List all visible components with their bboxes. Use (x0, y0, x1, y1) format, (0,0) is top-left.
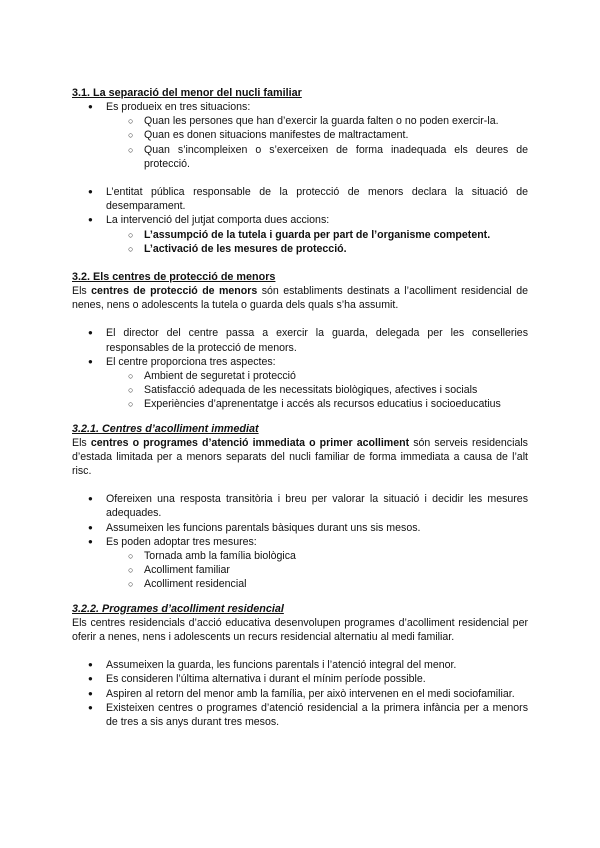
list-item: ● Assumeixen la guarda, les funcions parentals i l’atenció integral del menor. (72, 658, 528, 672)
sub-list (106, 549, 528, 592)
sub-list-item: ○ Acolliment familiar (72, 563, 528, 577)
intro-text: Els (72, 285, 92, 298)
list-item (72, 100, 528, 171)
list-item-text: La intervenció del jutjat comporta dues accions: (106, 214, 330, 227)
section-3-2-intro (72, 284, 528, 312)
sub-list-item: ○ Ambient de seguretat i protecció (72, 369, 528, 383)
list-item (72, 355, 528, 412)
sub-list (106, 114, 528, 171)
sub-list-item: ○ L’assumpció de la tutela i guarda per part de l’organisme competent. (72, 228, 528, 242)
section-3-2-2-list (72, 658, 528, 729)
list-item (72, 535, 528, 592)
section-3-2-1-heading: 3.2.1. Centres d’acolliment immediat (72, 422, 259, 435)
list-item: ● Assumeixen les funcions parentals bàsiques durant uns sis mesos. (72, 521, 528, 535)
list-item-text: El centre proporciona tres aspectes: (106, 355, 276, 368)
list-item: ● Ofereixen una resposta transitòria i breu per valorar la situació i decidir les mesures adequades. (72, 492, 528, 520)
section-3-1-list (72, 100, 528, 171)
sub-list-item: ○ Quan s’incompleixen o s’exerceixen de forma inadequada els deures de protecció. (72, 143, 528, 171)
section-3-1-heading: 3.1. La separació del menor del nucli familiar (72, 87, 302, 99)
sub-list-item: ○ Satisfacció adequada de les necessitats biològiques, afectives i socials (72, 383, 528, 397)
sub-list (106, 228, 528, 256)
sub-list-item: ○ Quan es donen situacions manifestes de maltractament. (72, 128, 528, 142)
sub-list-item: ○ Acolliment residencial (72, 577, 528, 591)
section-3-2-1-list (72, 492, 528, 591)
sub-list-item: ○ L’activació de les mesures de protecció. (72, 242, 528, 256)
list-item: ● Existeixen centres o programes d’atenció residencial a la primera infància per a menors de tres a sis anys durant tres mesos. (72, 701, 528, 729)
section-3-2-2-intro: Els centres residencials d’acció educativa desenvolupen programes d’acolliment residencial per oferir a nenes, nens i adolescents un recurs residencial alternatiu al medi familiar. (72, 616, 528, 643)
section-3-2-1-intro (72, 436, 528, 479)
section-3-2-list (72, 326, 528, 411)
intro-text: són establiments destinats a l’acolliment residencial de nenes, nens o adolescents la tutela o guarda dels quals s’ha assumit. (72, 285, 528, 312)
list-item: ● Aspiren al retorn del menor amb la família, per això intervenen en el medi sociofamiliar. (72, 687, 528, 701)
list-item: ● El director del centre passa a exercir la guarda, delegada per les conselleries responsables de la protecció de menors. (72, 326, 528, 354)
list-item: ● L’entitat pública responsable de la protecció de menors declara la situació de desemparament. (72, 185, 528, 213)
intro-bold-term: centres de protecció de menors (91, 285, 258, 298)
list-item: ● Es consideren l’última alternativa i durant el mínim període possible. (72, 672, 528, 686)
intro-bold-term: centres o programes d’atenció immediata o primer acolliment (90, 436, 410, 449)
section-3-2-2-heading: 3.2.2. Programes d’acolliment residencial (72, 602, 284, 615)
sub-list-item: ○ Experiències d’aprenentatge i accés als recursos educatius i socioeducatius (72, 397, 528, 411)
list-item-text: Es produeix en tres situacions: (106, 101, 251, 113)
intro-text: són serveis residencials d’estada limitada per a menors separats del nucli familiar de forma immediata a causa de l’alt risc. (72, 436, 528, 478)
list-item (72, 213, 528, 256)
list-item-text: Es poden adoptar tres mesures: (106, 535, 257, 548)
section-3-2-heading: 3.2. Els centres de protecció de menors (72, 271, 276, 284)
sub-list (106, 369, 528, 412)
sub-list-item: ○ Quan les persones que han d’exercir la guarda falten o no poden exercir-la. (72, 114, 528, 128)
section-3-1-list-2 (72, 185, 528, 256)
sub-list-item: ○ Tornada amb la família biològica (72, 549, 528, 563)
intro-text: Els (72, 436, 91, 449)
document-content (72, 86, 528, 729)
